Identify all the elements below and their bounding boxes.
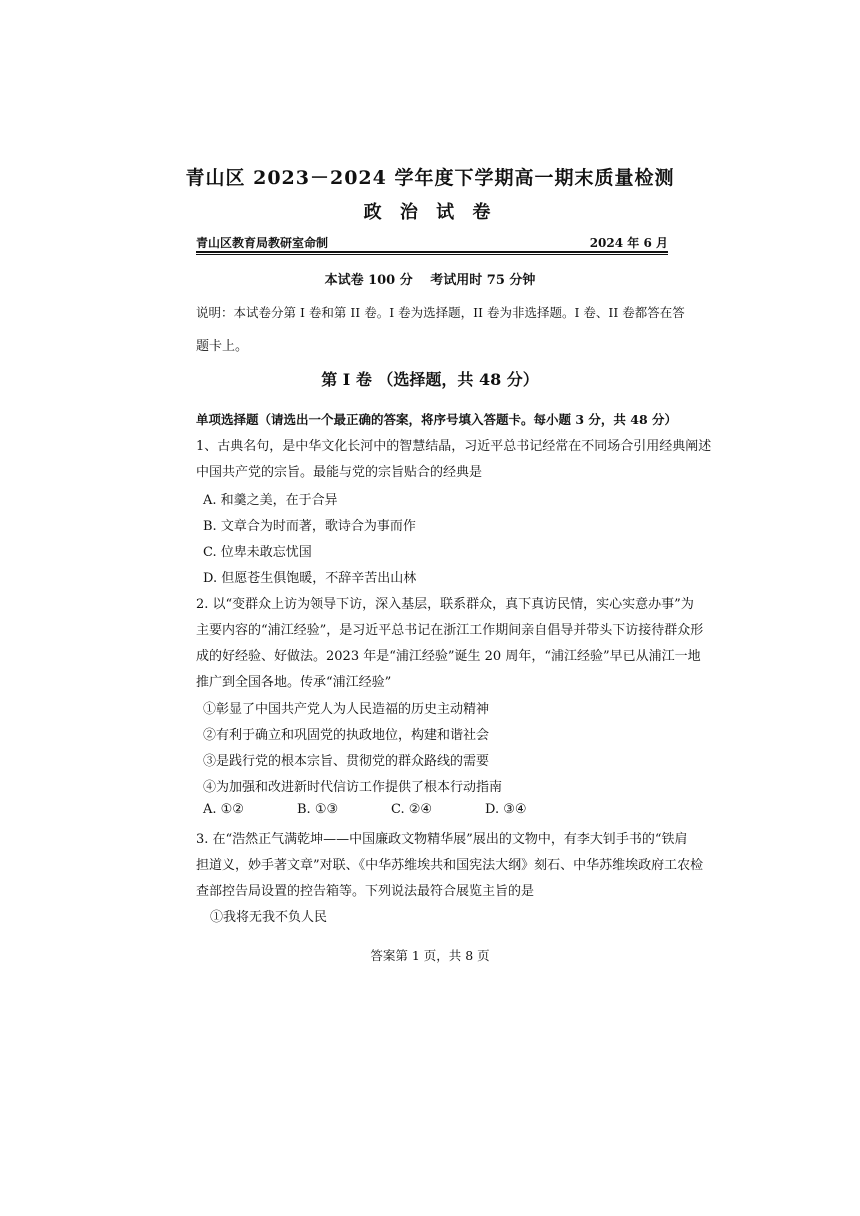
q2-statement-2: ②有利于确立和巩固党的执政地位，构建和谐社会 [203, 728, 490, 743]
q1-option-a: A. 和羹之美，在于合异 [203, 493, 338, 508]
q1-stem-line-1: 1、古典名句，是中华文化长河中的智慧结晶，习近平总书记经常在不同场合引用经典阐述 [196, 439, 712, 454]
q1-option-b: B. 文章合为时而著，歌诗合为事而作 [203, 519, 416, 534]
q1-stem-line-2: 中国共产党的宗旨。最能与党的宗旨贴合的经典是 [196, 465, 483, 480]
q2-choice-c: C. ②④ [391, 802, 433, 817]
q3-stem-line-3: 查部控告局设置的控告箱等。下列说法最符合展览主旨的是 [196, 884, 535, 899]
section-title: 第 I 卷 （选择题，共 48 分） [321, 370, 539, 389]
q1-option-c: C. 位卑未敢忘忧国 [203, 545, 312, 560]
q2-choice-a: A. ①② [203, 802, 244, 817]
q2-stem-line-2: 主要内容的“浦江经验”，是习近平总书记在浙江工作期间亲自倡导并带头下访接待群众形 [196, 623, 704, 638]
exam-title: 青山区 2023－2024 学年度下学期高一期末质量检测 [185, 167, 675, 189]
q3-stem-line-2: 担道义，妙手著文章”对联、《中华苏维埃共和国宪法大纲》刻石、中华苏维埃政府工农检 [196, 858, 704, 873]
q2-choice-d: D. ③④ [485, 802, 527, 817]
exam-date: 2024 年 6 月 [589, 236, 668, 250]
header-rule-thick [196, 251, 668, 253]
q3-stem-line-1: 3. 在“浩然正气满乾坤——中国廉政文物精华展”展出的文物中，有李大钊手书的“铁肩 [196, 832, 688, 847]
issuer-label: 青山区教育局教研室命制 [196, 236, 329, 250]
header-rule-thin [196, 254, 668, 255]
note-line-1: 说明：本试卷分第 I 卷和第 II 卷。I 卷为选择题，II 卷为非选择题。I 卷、II 卷都答在答 [196, 305, 685, 320]
q2-stem-line-4: 推广到全国各地。传承“浦江经验” [196, 675, 392, 690]
instructions: 单项选择题（请选出一个最正确的答案，将序号填入答题卡。每小题 3 分，共 48 分） [196, 412, 678, 427]
q2-statement-1: ①彰显了中国共产党人为人民造福的历史主动精神 [203, 702, 490, 717]
q2-stem-line-1: 2. 以“变群众上访为领导下访，深入基层，联系群众，真下真访民情，实心实意办事”为 [196, 597, 694, 612]
note-line-2: 题卡上。 [196, 339, 249, 354]
score-time: 本试卷 100 分 考试用时 75 分钟 [324, 273, 536, 288]
q2-statement-4: ④为加强和改进新时代信访工作提供了根本行动指南 [203, 780, 503, 795]
q2-choice-b: B. ①③ [297, 802, 339, 817]
exam-subtitle: 政 治 试 卷 [363, 202, 497, 223]
page-footer: 答案第 1 页，共 8 页 [370, 948, 490, 963]
q1-option-d: D. 但愿苍生俱饱暖，不辞辛苦出山林 [203, 571, 417, 586]
q3-statement-1: ①我将无我不负人民 [210, 910, 328, 925]
q2-statement-3: ③是践行党的根本宗旨、贯彻党的群众路线的需要 [203, 754, 490, 769]
q2-stem-line-3: 成的好经验、好做法。2023 年是“浦江经验”诞生 20 周年，“浦江经验”早已从浦江一地 [196, 649, 701, 664]
